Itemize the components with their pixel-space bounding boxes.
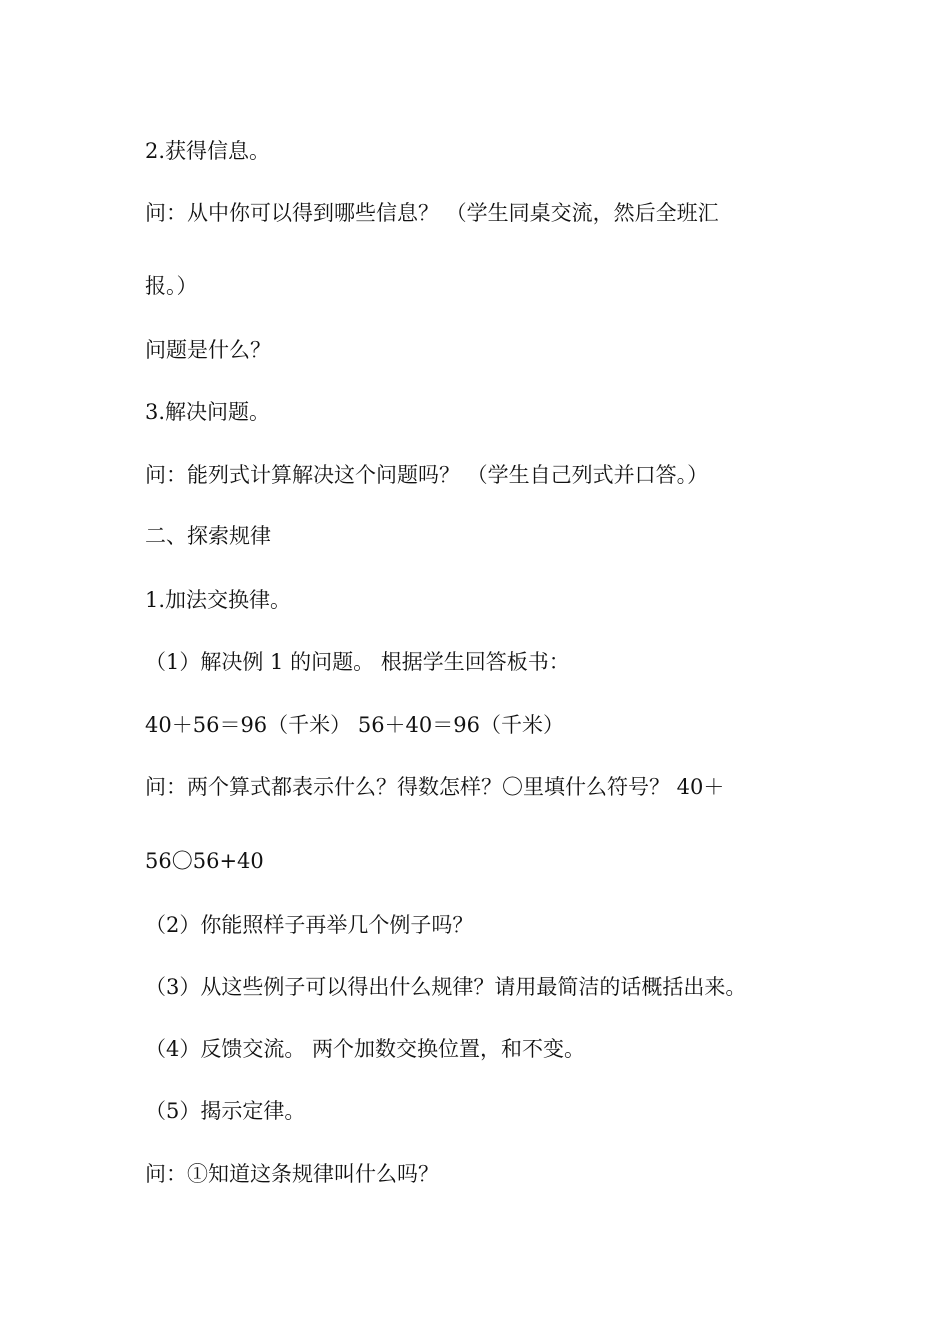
text-line: （3）从这些例子可以得出什么规律？请用最简洁的话概括出来。 <box>145 975 747 999</box>
text-line: 3.解决问题。 <box>145 400 271 424</box>
text-line: 问：从中你可以得到哪些信息？ （学生同桌交流，然后全班汇 <box>145 201 719 225</box>
text-line: 2.获得信息。 <box>145 139 271 163</box>
text-line: 1.加法交换律。 <box>145 588 292 612</box>
text-line: 报。） <box>145 274 198 298</box>
section-heading: 二、探索规律 <box>145 524 271 548</box>
text-line: 问：①知道这条规律叫什么吗？ <box>145 1162 439 1186</box>
text-line: 问：两个算式都表示什么？得数怎样？〇里填什么符号？ 40＋ <box>145 775 725 799</box>
text-line: （2）你能照样子再举几个例子吗？ <box>145 913 474 937</box>
equation-line: 40＋56＝96（千米） 56＋40＝96（千米） <box>145 713 565 737</box>
text-line: （1）解决例 1 的问题。 根据学生回答板书： <box>145 650 570 674</box>
text-line: （5）揭示定律。 <box>145 1099 306 1123</box>
text-line: 问：能列式计算解决这个问题吗？ （学生自己列式并口答。） <box>145 463 709 487</box>
equation-line: 56〇56+40 <box>145 849 264 873</box>
text-line: （4）反馈交流。 两个加数交换位置，和不变。 <box>145 1037 586 1061</box>
text-line: 问题是什么？ <box>145 338 271 362</box>
